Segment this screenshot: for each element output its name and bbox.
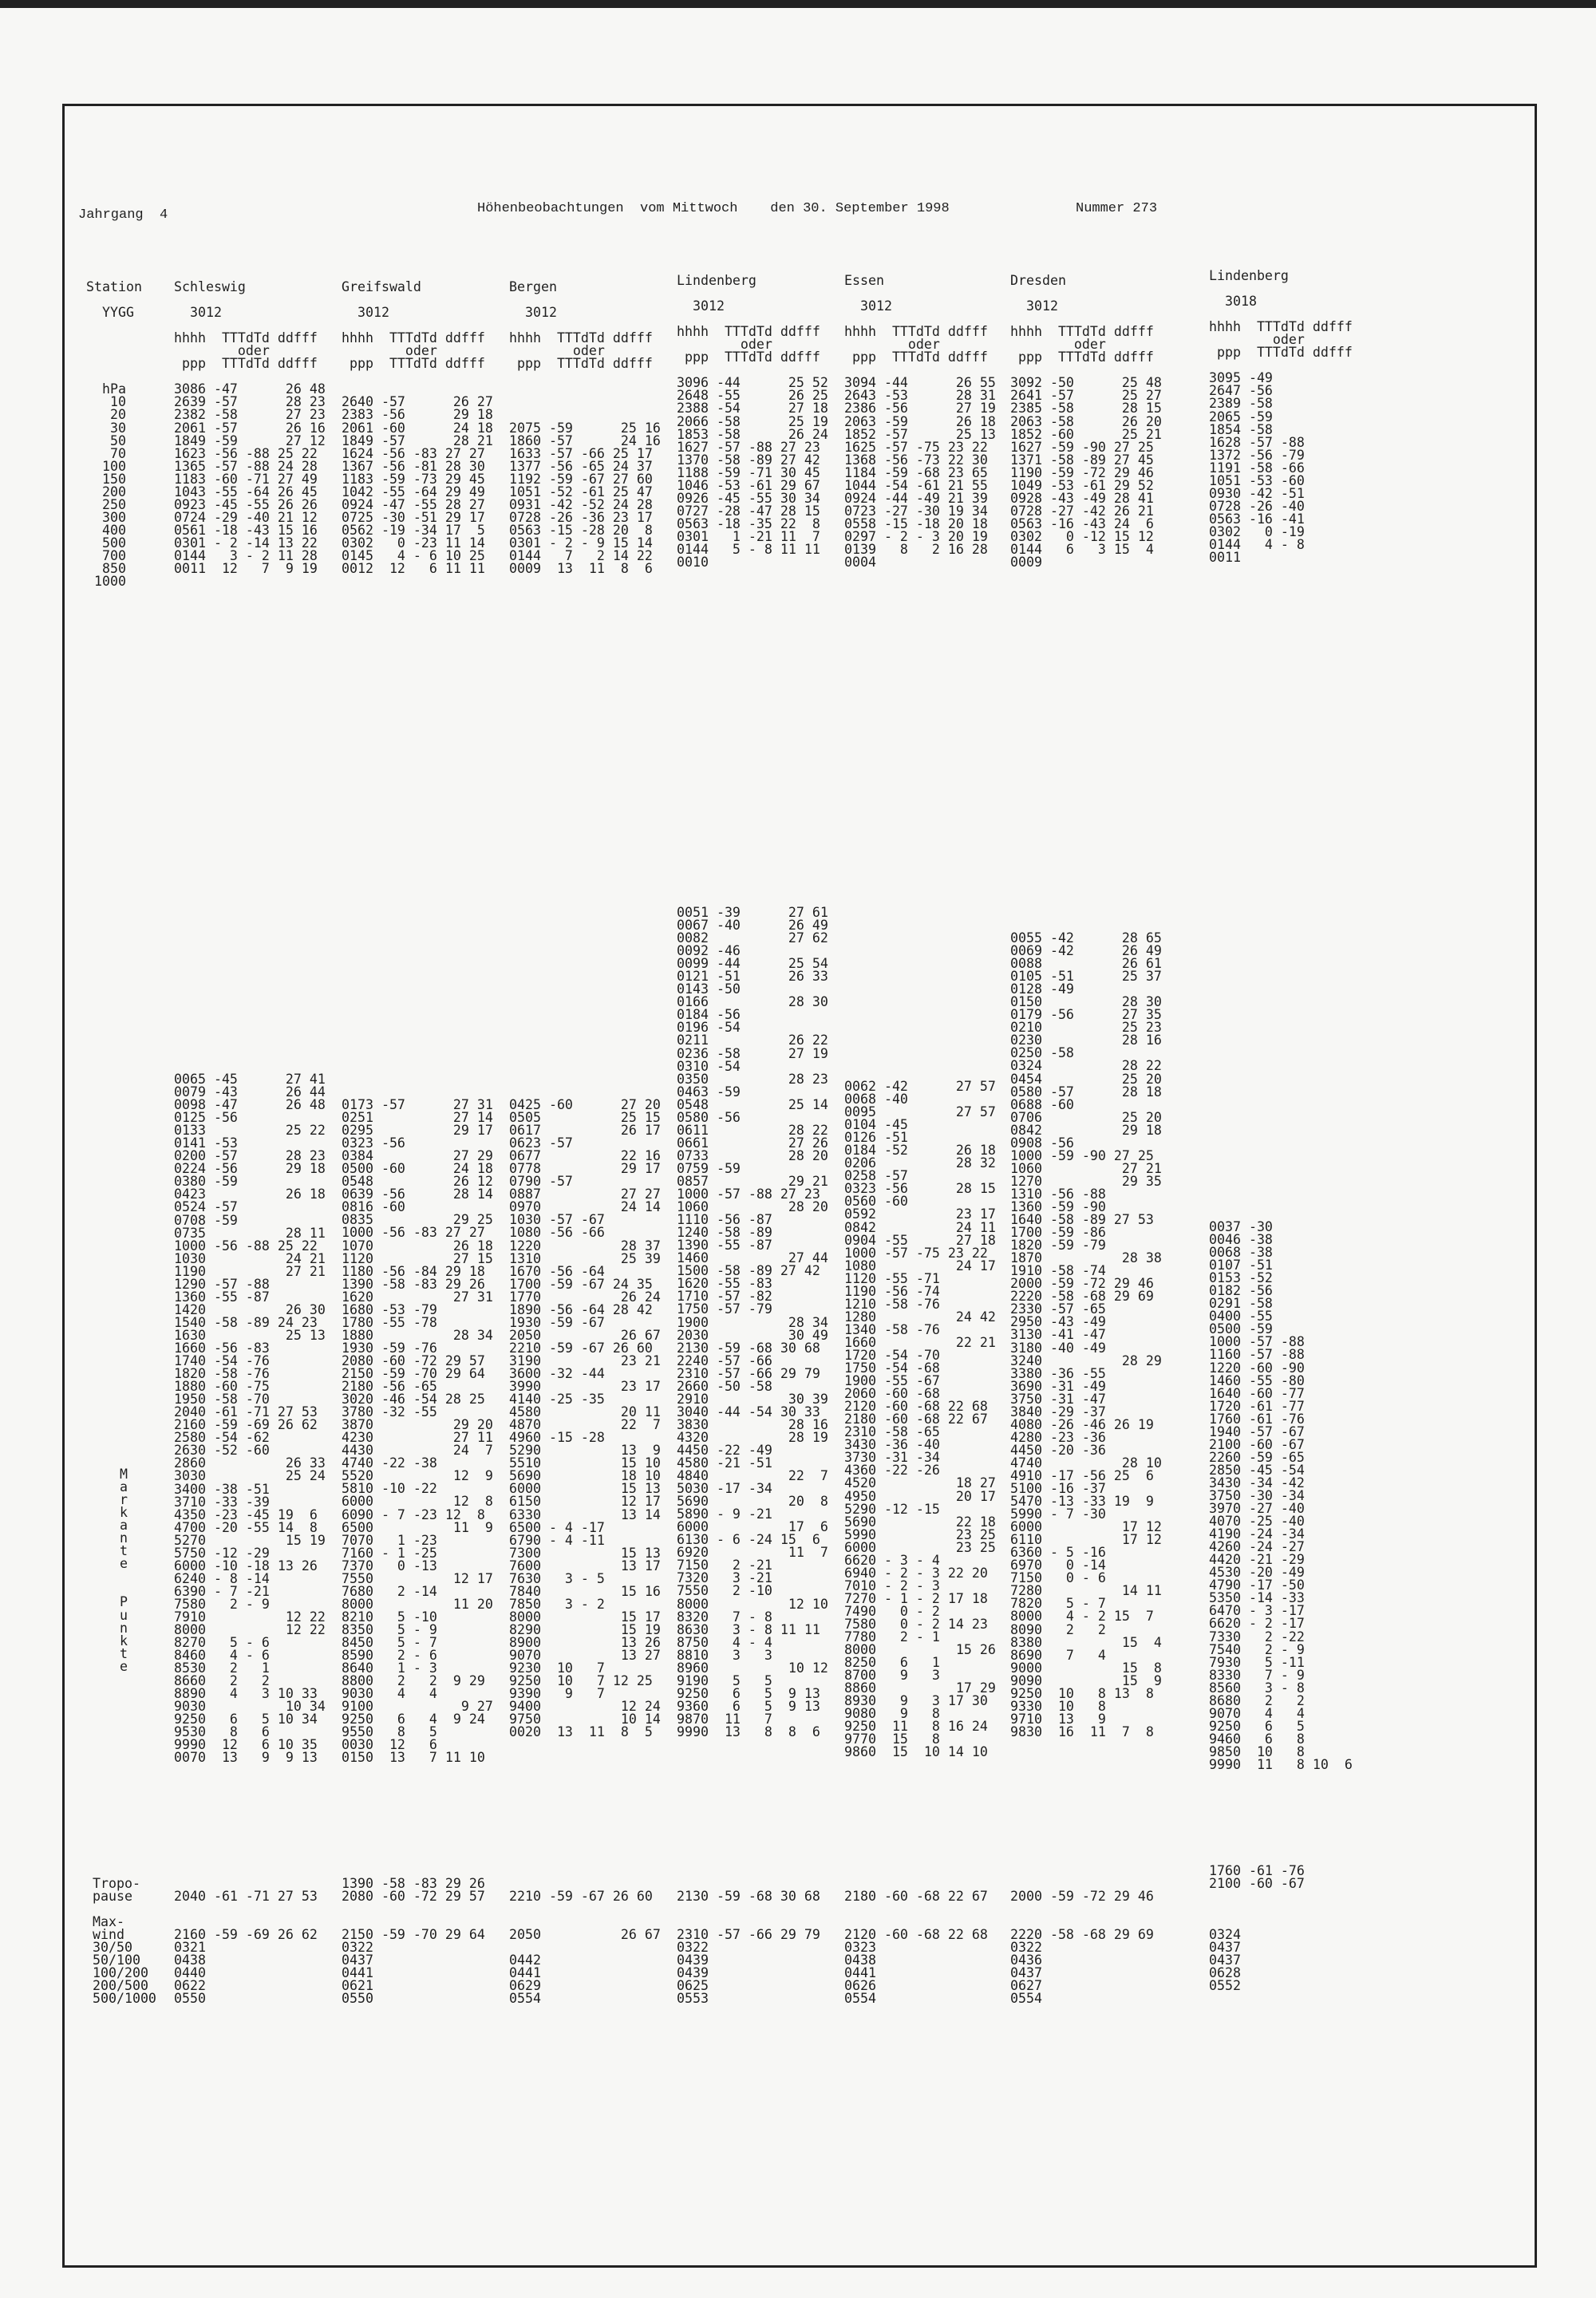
station-essen: Essen 3012 hhhh TTTdTd ddfff oder ppp TTTdTd ddfff 3094 -44 26 55 2643 -53 28 31 2386 -56 27 19 2063 -59 26 18 1852 -57 25 13 1625 -57 -75 23 22 1368 -56 -73 22 30 1184 -59 -68 23 65 1044 -54 -61 21 55 0924 -44 -49 21 39 0723 -27 -30 19 34 0558 -15 -18 20 18 0297 - 2 - 3 20 19 0139 8 2 16 28 0004	[844, 273, 996, 571]
dresden-tropopause-maxwind: 2000 -59 -72 29 46 2220 -58 -68 29 69 0322 0436 0437 0627 0554	[1010, 1889, 1154, 2007]
page-title: Höhenbeobachtungen vom Mittwoch den 30. September 1998	[477, 201, 950, 216]
bergen-significant-points: 0425 -60 27 20 0505 25 15 0617 26 17 0623 -57 0677 22 16 0778 29 17 0790 -57 0887 27 27 0970 24 14 1030 -57 -67 1080 -56 -66 1220 28 37 1310 25 39 1670 -56 -64 1700 -59 -67 24 35 1770 26 24 1890 -56 -64 28 42 1930 -59 -67 2050 26 67 2210 -59 -67 26 60 3190 23 21 3600 -32 -44 3990 23 17 4140 -25 -35 4580 20 11 4870 22 7 4960 -15 -28 5290 13 9 5510 15 10 5690 18 10 6000 15 13 6150 12 17 6330 13 14 6500 - 4 -17 6790 - 4 -11 7300 15 13 7600 13 17 7630 3 - 5 7840 15 16 7850 3 - 2 8000 15 17 8290 15 19 8900 13 26 9070 13 27 9230 10 7 9250 10 7 12 25 9390 9 7 9400 12 24 9750 10 14 0020 13 11 8 5	[509, 1097, 661, 1740]
station-schleswig: Schleswig 3012 hhhh TTTdTd ddfff oder ppp TTTdTd ddfff 3086 -47 26 48 2639 -57 28 23 2382 -58 27 23 2061 -57 26 16 1849 -59 27 12 1623 -56 -88 25 22 1365 -57 -88 24 28 1183 -60 -71 27 49 1043 -55 -64 26 45 0923 -45 -55 26 26 0724 -29 -40 21 12 0561 -18 -43 15 16 0301 - 2 -14 13 22 0144 3 - 2 11 28 0011 12 7 9 19	[174, 279, 326, 577]
station-lindenberg: Lindenberg 3012 hhhh TTTdTd ddfff oder ppp TTTdTd ddfff 3096 -44 25 52 2648 -55 26 25 2388 -54 27 18 2066 -58 25 19 1853 -58 26 24 1627 -57 -88 27 23 1370 -58 -89 27 42 1188 -59 -71 30 45 1046 -53 -61 29 67 0926 -45 -55 30 34 0727 -28 -47 28 15 0563 -18 -35 22 8 0301 1 -21 11 7 0144 5 - 8 11 11 0010	[677, 273, 828, 571]
issue-number: Nummer 273	[1076, 201, 1158, 216]
station-bergen: Bergen 3012 hhhh TTTdTd ddfff oder ppp TTTdTd ddfff 2075 -59 25 16 1860 -57 24 16 1633 -57 -66 25 17 1377 -56 -65 24 37 1192 -59 -67 27 60 1051 -52 -61 25 47 0931 -42 -52 24 28 0728 -26 -36 23 17 0563 -15 -28 20 8 0301 - 2 - 9 15 14 0144 7 2 14 22 0009 13 11 8 6	[509, 279, 661, 577]
station-lindenberg-18: Lindenberg 3018 hhhh TTTdTd ddfff oder ppp TTTdTd ddfff 3095 -49 2647 -56 2389 -58 2065 -59 1854 -58 1628 -57 -88 1372 -56 -79 1191 -58 -66 1051 -53 -60 0930 -42 -51 0728 -26 -40 0563 -16 -41 0302 0 -19 0144 4 - 8 0011	[1209, 268, 1353, 566]
lindenberg-significant-points: 0051 -39 27 61 0067 -40 26 49 0082 27 62 0092 -46 0099 -44 25 54 0121 -51 26 33 0143 -50 0166 28 30 0184 -56 0196 -54 0211 26 22 0236 -58 27 19 0310 -54 0350 28 23 0463 -59 0548 25 14 0580 -56 0611 28 22 0661 27 26 0733 28 20 0759 -59 0857 29 21 1000 -57 -88 27 23 1060 28 20 1110 -56 -87 1240 -58 -89 1390 -55 -87 1460 27 44 1500 -58 -89 27 42 1620 -55 -83 1710 -57 -82 1750 -57 -79 1900 28 34 2030 30 49 2130 -59 -68 30 68 2240 -57 -66 2310 -57 -66 29 79 2660 -50 -58 2910 30 39 3040 -44 -54 30 33 3830 28 16 4320 28 19 4450 -22 -49 4580 -21 -51 4840 22 7 5030 -17 -34 5690 20 8 5890 - 9 -21 6000 17 6 6130 - 6 -24 15 6 6920 11 7 7150 2 -21 7320 3 -21 7550 2 -10 8000 12 10 8320 7 - 8 8630 3 - 8 11 11 8750 4 - 4 8810 3 3 8960 10 12 9190 5 5 9250 6 5 9 13 9360 6 5 9 13 9870 11 7 9990 13 8 8 6	[677, 905, 828, 1739]
station-dresden: Dresden 3012 hhhh TTTdTd ddfff oder ppp TTTdTd ddfff 3092 -50 25 48 2641 -57 25 27 2385 -58 28 15 2063 -58 26 20 1852 -60 25 21 1627 -59 -90 27 25 1371 -58 -89 27 45 1190 -59 -72 29 46 1049 -53 -61 29 52 0928 -43 -49 28 41 0728 -27 -42 26 21 0563 -16 -43 24 6 0302 0 -12 15 12 0144 6 3 15 4 0009	[1010, 273, 1162, 571]
schleswig-significant-points: 0065 -45 27 41 0079 -43 26 44 0098 -47 26 48 0125 -56 0133 25 22 0141 -53 0200 -57 28 23 0224 -56 29 18 0380 -59 0423 26 18 0524 -57 0708 -59 0735 28 11 1000 -56 -88 25 22 1030 24 21 1190 27 21 1290 -57 -88 1360 -55 -87 1420 26 30 1540 -58 -89 24 23 1630 25 13 1660 -56 -83 1740 -54 -76 1820 -58 -76 1880 -60 -75 1950 -58 -70 2040 -61 -71 27 53 2160 -59 -69 26 62 2580 -54 -62 2630 -52 -60 2860 26 33 3030 25 24 3400 -38 -51 3710 -33 -39 4350 -23 -45 19 6 4700 -20 -55 14 8 5270 15 19 5750 -12 -29 6000 -10 -18 13 26 6240 - 8 -14 6390 - 7 -21 7580 2 - 9 7910 12 22 8000 12 22 8270 5 - 6 8460 4 - 6 8530 2 1 8660 2 2 8890 4 3 10 33 9030 10 34 9250 6 5 10 34 9530 8 6 9990 12 6 10 35 0070 13 9 9 13	[174, 1072, 326, 1766]
station-greifswald: Greifswald 3012 hhhh TTTdTd ddfff oder ppp TTTdTd ddfff 2640 -57 26 27 2383 -56 29 18 2061 -60 24 18 1849 -57 28 21 1624 -56 -83 27 27 1367 -56 -81 28 30 1183 -59 -73 29 45 1042 -55 -64 29 49 0924 -47 -55 28 27 0725 -30 -51 29 17 0562 -19 -34 17 5 0302 0 -23 11 14 0145 4 - 6 10 25 0012 12 6 11 11	[342, 279, 493, 577]
essen-tropopause-maxwind: 2180 -60 -68 22 67 2120 -60 -68 22 68 0323 0438 0441 0626 0554	[844, 1889, 988, 2007]
station-labels: Station YYGG hPa 10 20 30 50 70 100 150 200 250 300 400 500 700 850 1000	[86, 279, 142, 590]
greifswald-significant-points: 0173 -57 27 31 0251 27 14 0295 29 17 0323 -56 0384 27 29 0500 -60 24 18 0548 26 12 0639 -56 28 14 0816 -60 0835 29 25 1000 -56 -83 27 27 1070 26 18 1120 27 15 1180 -56 -84 29 18 1390 -58 -83 29 26 1620 27 31 1680 -53 -79 1780 -55 -78 1880 28 34 1930 -59 -76 2080 -60 -72 29 57 2150 -59 -70 29 64 2180 -56 -65 3020 -46 -54 28 25 3780 -32 -55 3870 29 20 4230 27 11 4430 24 7 4740 -22 -38 5520 12 9 5810 -10 -22 6000 12 8 6090 - 7 -23 12 8 6500 11 9 7070 1 -23 7160 - 1 -25 7370 0 -13 7550 12 17 7680 2 -14 8000 11 20 8210 5 -10 8350 5 - 9 8450 5 - 7 8590 2 - 6 8640 1 - 3 8800 2 2 9 29 9030 4 4 9100 9 27 9250 6 4 9 24 9550 8 5 0030 12 6 0150 13 7 11 10	[342, 1097, 493, 1766]
greifswald-tropopause-maxwind: 1390 -58 -83 29 26 2080 -60 -72 29 57 2150 -59 -70 29 64 0322 0437 0441 0621 0550	[342, 1876, 485, 2007]
lindenberg-18-tropopause-maxwind: 1760 -61 -76 2100 -60 -67 0324 0437 0437 0628 0552	[1209, 1863, 1305, 1994]
lindenberg-tropopause-maxwind: 2130 -59 -68 30 68 2310 -57 -66 29 79 0322 0439 0439 0625 0553	[677, 1889, 820, 2007]
bergen-tropopause-maxwind: 2210 -59 -67 26 60 2050 26 67 0442 0441 0629 0554	[509, 1889, 661, 2007]
jahrgang: Jahrgang 4	[78, 207, 168, 223]
lindenberg-18-significant-points: 0037 -30 0046 -38 0068 -38 0107 -51 0153 -52 0182 -56 0291 -58 0400 -55 0500 -59 1000 -57 -88 1160 -57 -88 1220 -60 -90 1460 -55 -80 1640 -60 -77 1720 -61 -77 1760 -61 -76 1940 -57 -67 2100 -60 -67 2260 -59 -65 2850 -45 -54 3430 -34 -42 3750 -30 -34 3970 -27 -40 4070 -25 -40 4190 -24 -34 4260 -24 -27 4420 -21 -29 4530 -20 -49 4790 -17 -50 5350 -14 -33 6470 - 3 -17 6620 - 2 -17 7330 2 -22 7540 2 - 9 7930 5 -11 8330 7 - 9 8560 3 - 8 8680 2 2 9070 4 4 9250 6 5 9460 6 8 9850 10 8 9990 11 8 10 6	[1209, 1219, 1353, 1772]
tropopause-maxwind-labels: Tropo- pause Max- wind 30/50 50/100 100/200 200/500 500/1000	[93, 1876, 156, 2007]
scan-top-edge	[0, 0, 1596, 8]
dresden-significant-points: 0055 -42 28 65 0069 -42 26 49 0088 26 61 0105 -51 25 37 0128 -49 0150 28 30 0179 -56 27 35 0210 25 23 0230 28 16 0250 -58 0324 28 22 0454 25 20 0580 -57 28 18 0688 -60 0706 25 20 0842 29 18 0908 -56 1000 -59 -90 27 25 1060 27 21 1270 29 35 1310 -56 -88 1360 -59 -90 1640 -58 -89 27 53 1700 -59 -86 1820 -59 -79 1870 28 38 1910 -58 -74 2000 -59 -72 29 46 2220 -58 -68 29 69 2330 -57 -65 2950 -43 -49 3130 -41 -47 3180 -40 -49 3240 28 29 3380 -36 -55 3690 -31 -49 3750 -31 -47 3840 -29 -37 4080 -26 -46 26 19 4280 -23 -36 4450 -20 -36 4740 28 10 4910 -17 -56 25 6 5100 -16 -37 5470 -13 -33 19 9 5990 - 7 -30 6000 17 12 6110 17 12 6360 - 5 -16 6970 0 -14 7150 0 - 6 7280 14 11 7820 5 - 7 8000 4 - 2 15 7 8090 2 2 8380 15 4 8690 7 4 9000 15 8 9090 15 9 9250 10 8 13 8 9330 10 8 9710 13 9 9830 16 11 7 8	[1010, 930, 1162, 1739]
schleswig-tropopause-maxwind: 2040 -61 -71 27 53 2160 -59 -69 26 62 0321 0438 0440 0622 0550	[174, 1889, 318, 2007]
essen-significant-points: 0062 -42 27 57 0068 -40 0095 27 57 0104 -45 0126 -51 0184 -52 26 18 0206 28 32 0258 -57 0323 -56 28 15 0560 -60 0592 23 17 0842 24 11 0904 -55 27 18 1000 -57 -75 23 22 1080 24 17 1120 -55 -71 1190 -56 -74 1210 -58 -76 1280 24 42 1340 -58 -76 1660 22 21 1720 -54 -70 1750 -54 -68 1900 -55 -67 2060 -60 -68 2120 -60 -68 22 68 2180 -60 -68 22 67 2310 -58 -65 3430 -36 -40 3730 -31 -34 4360 -22 -26 4520 18 27 4950 20 17 5290 -12 -15 5690 22 18 5990 23 25 6000 23 25 6620 - 3 - 4 6940 - 2 - 3 22 20 7010 - 2 - 3 7270 - 1 - 2 17 18 7490 0 - 2 7580 0 - 2 14 23 7780 2 - 1 8000 15 26 8250 6 1 8700 9 3 8860 17 29 8930 9 3 17 30 9080 9 8 9250 11 8 16 24 9770 15 8 9860 15 10 14 10	[844, 1079, 996, 1760]
markante-punkte-label: M a r k a n t e P u n k t e	[120, 1467, 128, 1674]
